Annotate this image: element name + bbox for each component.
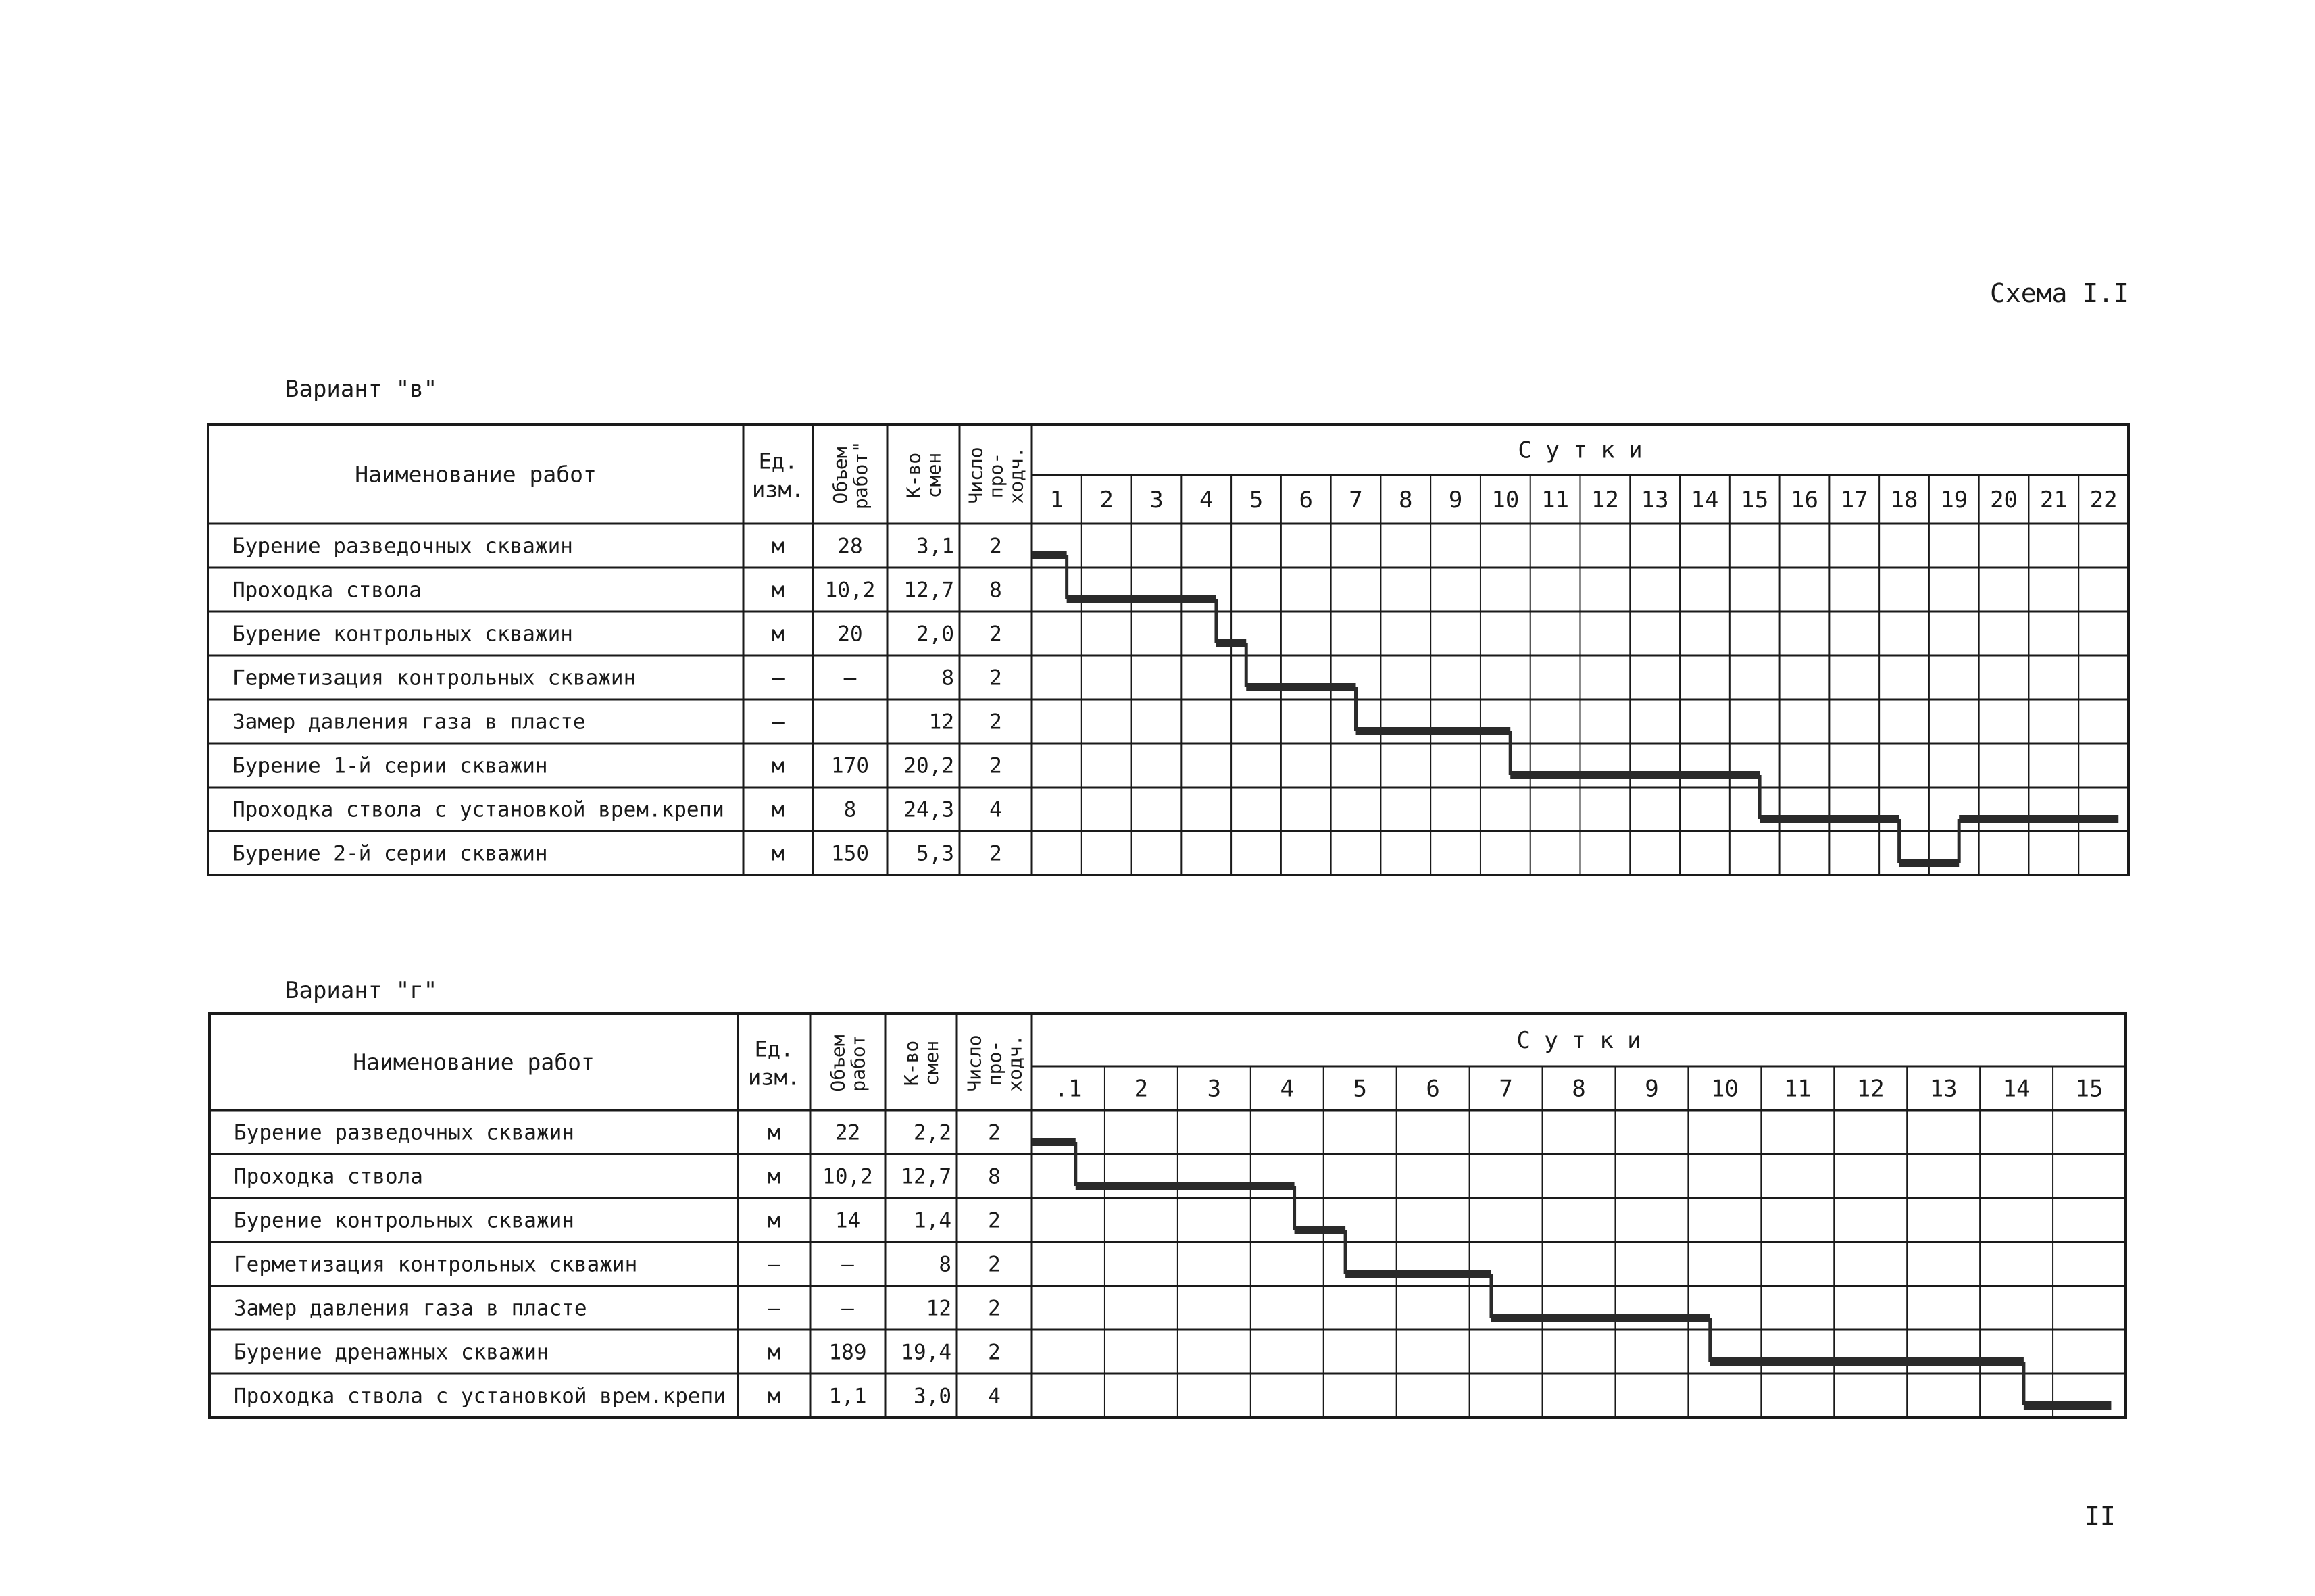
work-shifts: 12 bbox=[928, 709, 954, 734]
work-workers: 2 bbox=[988, 1296, 1001, 1321]
header-shifts-line: К-во bbox=[900, 1040, 922, 1087]
work-name: Проходка ствола bbox=[234, 1164, 423, 1189]
work-unit: – bbox=[768, 1252, 780, 1277]
work-unit: м bbox=[768, 1208, 780, 1233]
day-number: 3 bbox=[1207, 1075, 1222, 1103]
day-number: 18 bbox=[1890, 487, 1918, 514]
work-volume: 1,1 bbox=[828, 1384, 867, 1409]
header-unit: Ед. bbox=[758, 448, 798, 474]
work-name: Бурение разведочных скважин bbox=[234, 1120, 574, 1145]
work-volume: 10,2 bbox=[822, 1164, 873, 1189]
schema-label: Схема I.I bbox=[1990, 278, 2129, 308]
work-shifts: 2,2 bbox=[914, 1120, 951, 1145]
day-number: 11 bbox=[1783, 1075, 1812, 1103]
day-number: 16 bbox=[1791, 487, 1818, 514]
work-unit: – bbox=[772, 709, 785, 734]
work-workers: 2 bbox=[989, 534, 1002, 559]
work-volume: – bbox=[843, 666, 857, 691]
header-shifts-line: смен bbox=[922, 452, 945, 499]
header-workers-line: про- bbox=[985, 452, 1007, 499]
work-name: Бурение дренажных скважин bbox=[234, 1340, 549, 1365]
day-number: 14 bbox=[1691, 487, 1719, 514]
work-unit: м bbox=[768, 1340, 780, 1365]
work-shifts: 12,7 bbox=[901, 1164, 951, 1189]
day-number: 2 bbox=[1134, 1075, 1149, 1103]
day-number: 6 bbox=[1426, 1075, 1440, 1103]
day-number: 12 bbox=[1591, 487, 1619, 514]
header-name: Наименование работ bbox=[353, 1049, 595, 1076]
work-unit: м bbox=[768, 1384, 780, 1409]
header-days-title: С у т к и bbox=[1518, 437, 1643, 464]
header-volume-line: работ bbox=[847, 1034, 870, 1092]
day-number: 11 bbox=[1541, 487, 1570, 514]
work-unit: м bbox=[772, 534, 785, 559]
work-shifts: 12,7 bbox=[903, 578, 954, 603]
header-unit: Ед. bbox=[754, 1036, 794, 1062]
day-number: 2 bbox=[1099, 487, 1114, 514]
day-number: 20 bbox=[1990, 487, 2018, 514]
header-volume-line: рабо͏т" bbox=[849, 441, 872, 510]
work-name: Проходка ствола bbox=[232, 578, 422, 603]
work-unit: – bbox=[768, 1296, 780, 1321]
work-unit: м bbox=[772, 578, 785, 603]
work-workers: 4 bbox=[988, 1384, 1001, 1409]
day-number: 4 bbox=[1280, 1075, 1295, 1103]
work-volume: 189 bbox=[828, 1340, 867, 1365]
work-volume: 150 bbox=[831, 841, 869, 866]
variant-b-label: Вариант "в" bbox=[285, 376, 438, 403]
work-shifts: 19,4 bbox=[901, 1340, 951, 1365]
day-number: 14 bbox=[2002, 1075, 2031, 1103]
day-number: .1 bbox=[1054, 1075, 1082, 1103]
work-workers: 8 bbox=[989, 578, 1002, 603]
day-number: 7 bbox=[1349, 487, 1363, 514]
header-volume-line: Объем bbox=[826, 1034, 849, 1092]
day-number: 21 bbox=[2039, 487, 2068, 514]
work-name: Замер давления газа в пласте bbox=[234, 1296, 587, 1321]
day-number: 12 bbox=[1856, 1075, 1885, 1103]
work-unit: м bbox=[772, 622, 785, 647]
work-workers: 2 bbox=[988, 1120, 1001, 1145]
day-number: 10 bbox=[1491, 487, 1520, 514]
day-number: 8 bbox=[1572, 1075, 1586, 1103]
header-shifts-line: смен bbox=[920, 1040, 943, 1087]
day-number: 17 bbox=[1840, 487, 1868, 514]
day-number: 9 bbox=[1645, 1075, 1659, 1103]
work-shifts: 8 bbox=[941, 666, 954, 691]
work-name: Бурение контрольных скважин bbox=[234, 1208, 574, 1233]
day-number: 6 bbox=[1299, 487, 1313, 514]
work-workers: 2 bbox=[989, 709, 1002, 734]
work-name: Герметизация контрольных скважин bbox=[234, 1252, 638, 1277]
header-workers-line: про- bbox=[983, 1040, 1006, 1087]
work-shifts: 2,0 bbox=[916, 622, 954, 647]
work-unit: м bbox=[768, 1120, 780, 1145]
work-name: Бурение 1-й серии скважин bbox=[232, 753, 548, 778]
day-number: 22 bbox=[2089, 487, 2118, 514]
header-shifts bbox=[900, 1041, 943, 1086]
work-workers: 2 bbox=[989, 622, 1002, 647]
work-unit: м bbox=[772, 753, 785, 778]
header-unit: изм. bbox=[747, 1064, 801, 1091]
work-unit: м bbox=[772, 841, 785, 866]
work-name: Проходка ствола с установкой врем.крепи bbox=[234, 1384, 726, 1409]
day-number: 4 bbox=[1199, 487, 1214, 514]
header-workers-line: ходч. bbox=[1003, 1034, 1026, 1092]
work-name: Бурение разведочных скважин bbox=[232, 534, 573, 559]
work-workers: 2 bbox=[988, 1208, 1001, 1233]
header-workers-line: ходч. bbox=[1005, 447, 1028, 504]
day-number: 10 bbox=[1710, 1075, 1739, 1103]
day-number: 13 bbox=[1929, 1075, 1958, 1103]
work-workers: 4 bbox=[989, 797, 1002, 822]
day-number: 5 bbox=[1353, 1075, 1367, 1103]
work-unit: м bbox=[772, 797, 785, 822]
day-number: 5 bbox=[1249, 487, 1264, 514]
header-volume-line: Объем bbox=[829, 447, 851, 504]
work-name: Замер давления газа в пласте bbox=[232, 709, 586, 734]
work-shifts: 1,4 bbox=[914, 1208, 951, 1233]
work-shifts: 20,2 bbox=[903, 753, 954, 778]
work-volume: – bbox=[841, 1252, 854, 1277]
work-volume: 8 bbox=[843, 797, 857, 822]
page-number: II bbox=[2085, 1501, 2116, 1531]
header-volume bbox=[827, 1034, 870, 1091]
work-volume: 14 bbox=[835, 1208, 861, 1233]
day-number: 7 bbox=[1499, 1075, 1513, 1103]
work-unit: – bbox=[772, 666, 785, 691]
work-workers: 2 bbox=[988, 1252, 1001, 1277]
work-workers: 2 bbox=[989, 666, 1002, 691]
day-number: 8 bbox=[1399, 487, 1413, 514]
day-number: 15 bbox=[2075, 1075, 2104, 1103]
work-volume: 28 bbox=[837, 534, 863, 559]
work-unit: м bbox=[768, 1164, 780, 1189]
header-days-title: С у т к и bbox=[1516, 1027, 1641, 1054]
work-shifts: 8 bbox=[939, 1252, 951, 1277]
work-shifts: 3,0 bbox=[914, 1384, 951, 1409]
day-number: 13 bbox=[1641, 487, 1669, 514]
day-number: 19 bbox=[1940, 487, 1968, 514]
header-shifts-line: К-во bbox=[902, 452, 925, 499]
header-workers-line: Число bbox=[963, 1034, 986, 1092]
day-number: 3 bbox=[1149, 487, 1164, 514]
day-number: 15 bbox=[1741, 487, 1769, 514]
work-shifts: 12 bbox=[926, 1296, 951, 1321]
work-volume: 10,2 bbox=[824, 578, 876, 603]
work-volume: 20 bbox=[837, 622, 863, 647]
work-volume: – bbox=[841, 1296, 854, 1321]
work-shifts: 3,1 bbox=[916, 534, 954, 559]
work-name: Проходка ствола с установкой врем.крепи bbox=[232, 797, 724, 822]
work-name: Бурение контрольных скважин bbox=[232, 622, 573, 647]
work-name: Бурение 2-й серии скважин bbox=[232, 841, 548, 866]
header-workers bbox=[964, 1034, 1026, 1091]
header-unit: изм. bbox=[751, 476, 805, 503]
work-volume: 22 bbox=[835, 1120, 861, 1145]
work-workers: 2 bbox=[988, 1340, 1001, 1365]
work-workers: 2 bbox=[989, 753, 1002, 778]
work-shifts: 24,3 bbox=[903, 797, 954, 822]
day-number: 1 bbox=[1049, 487, 1064, 514]
work-shifts: 5,3 bbox=[916, 841, 954, 866]
header-name: Наименование работ bbox=[355, 461, 597, 488]
header-workers-line: Число bbox=[964, 447, 987, 504]
work-volume: 170 bbox=[831, 753, 869, 778]
work-workers: 2 bbox=[989, 841, 1002, 866]
variant-g-label: Вариант "г" bbox=[285, 977, 438, 1004]
day-number: 9 bbox=[1448, 487, 1463, 514]
work-name: Герметизация контрольных скважин bbox=[232, 666, 637, 691]
work-workers: 8 bbox=[988, 1164, 1001, 1189]
